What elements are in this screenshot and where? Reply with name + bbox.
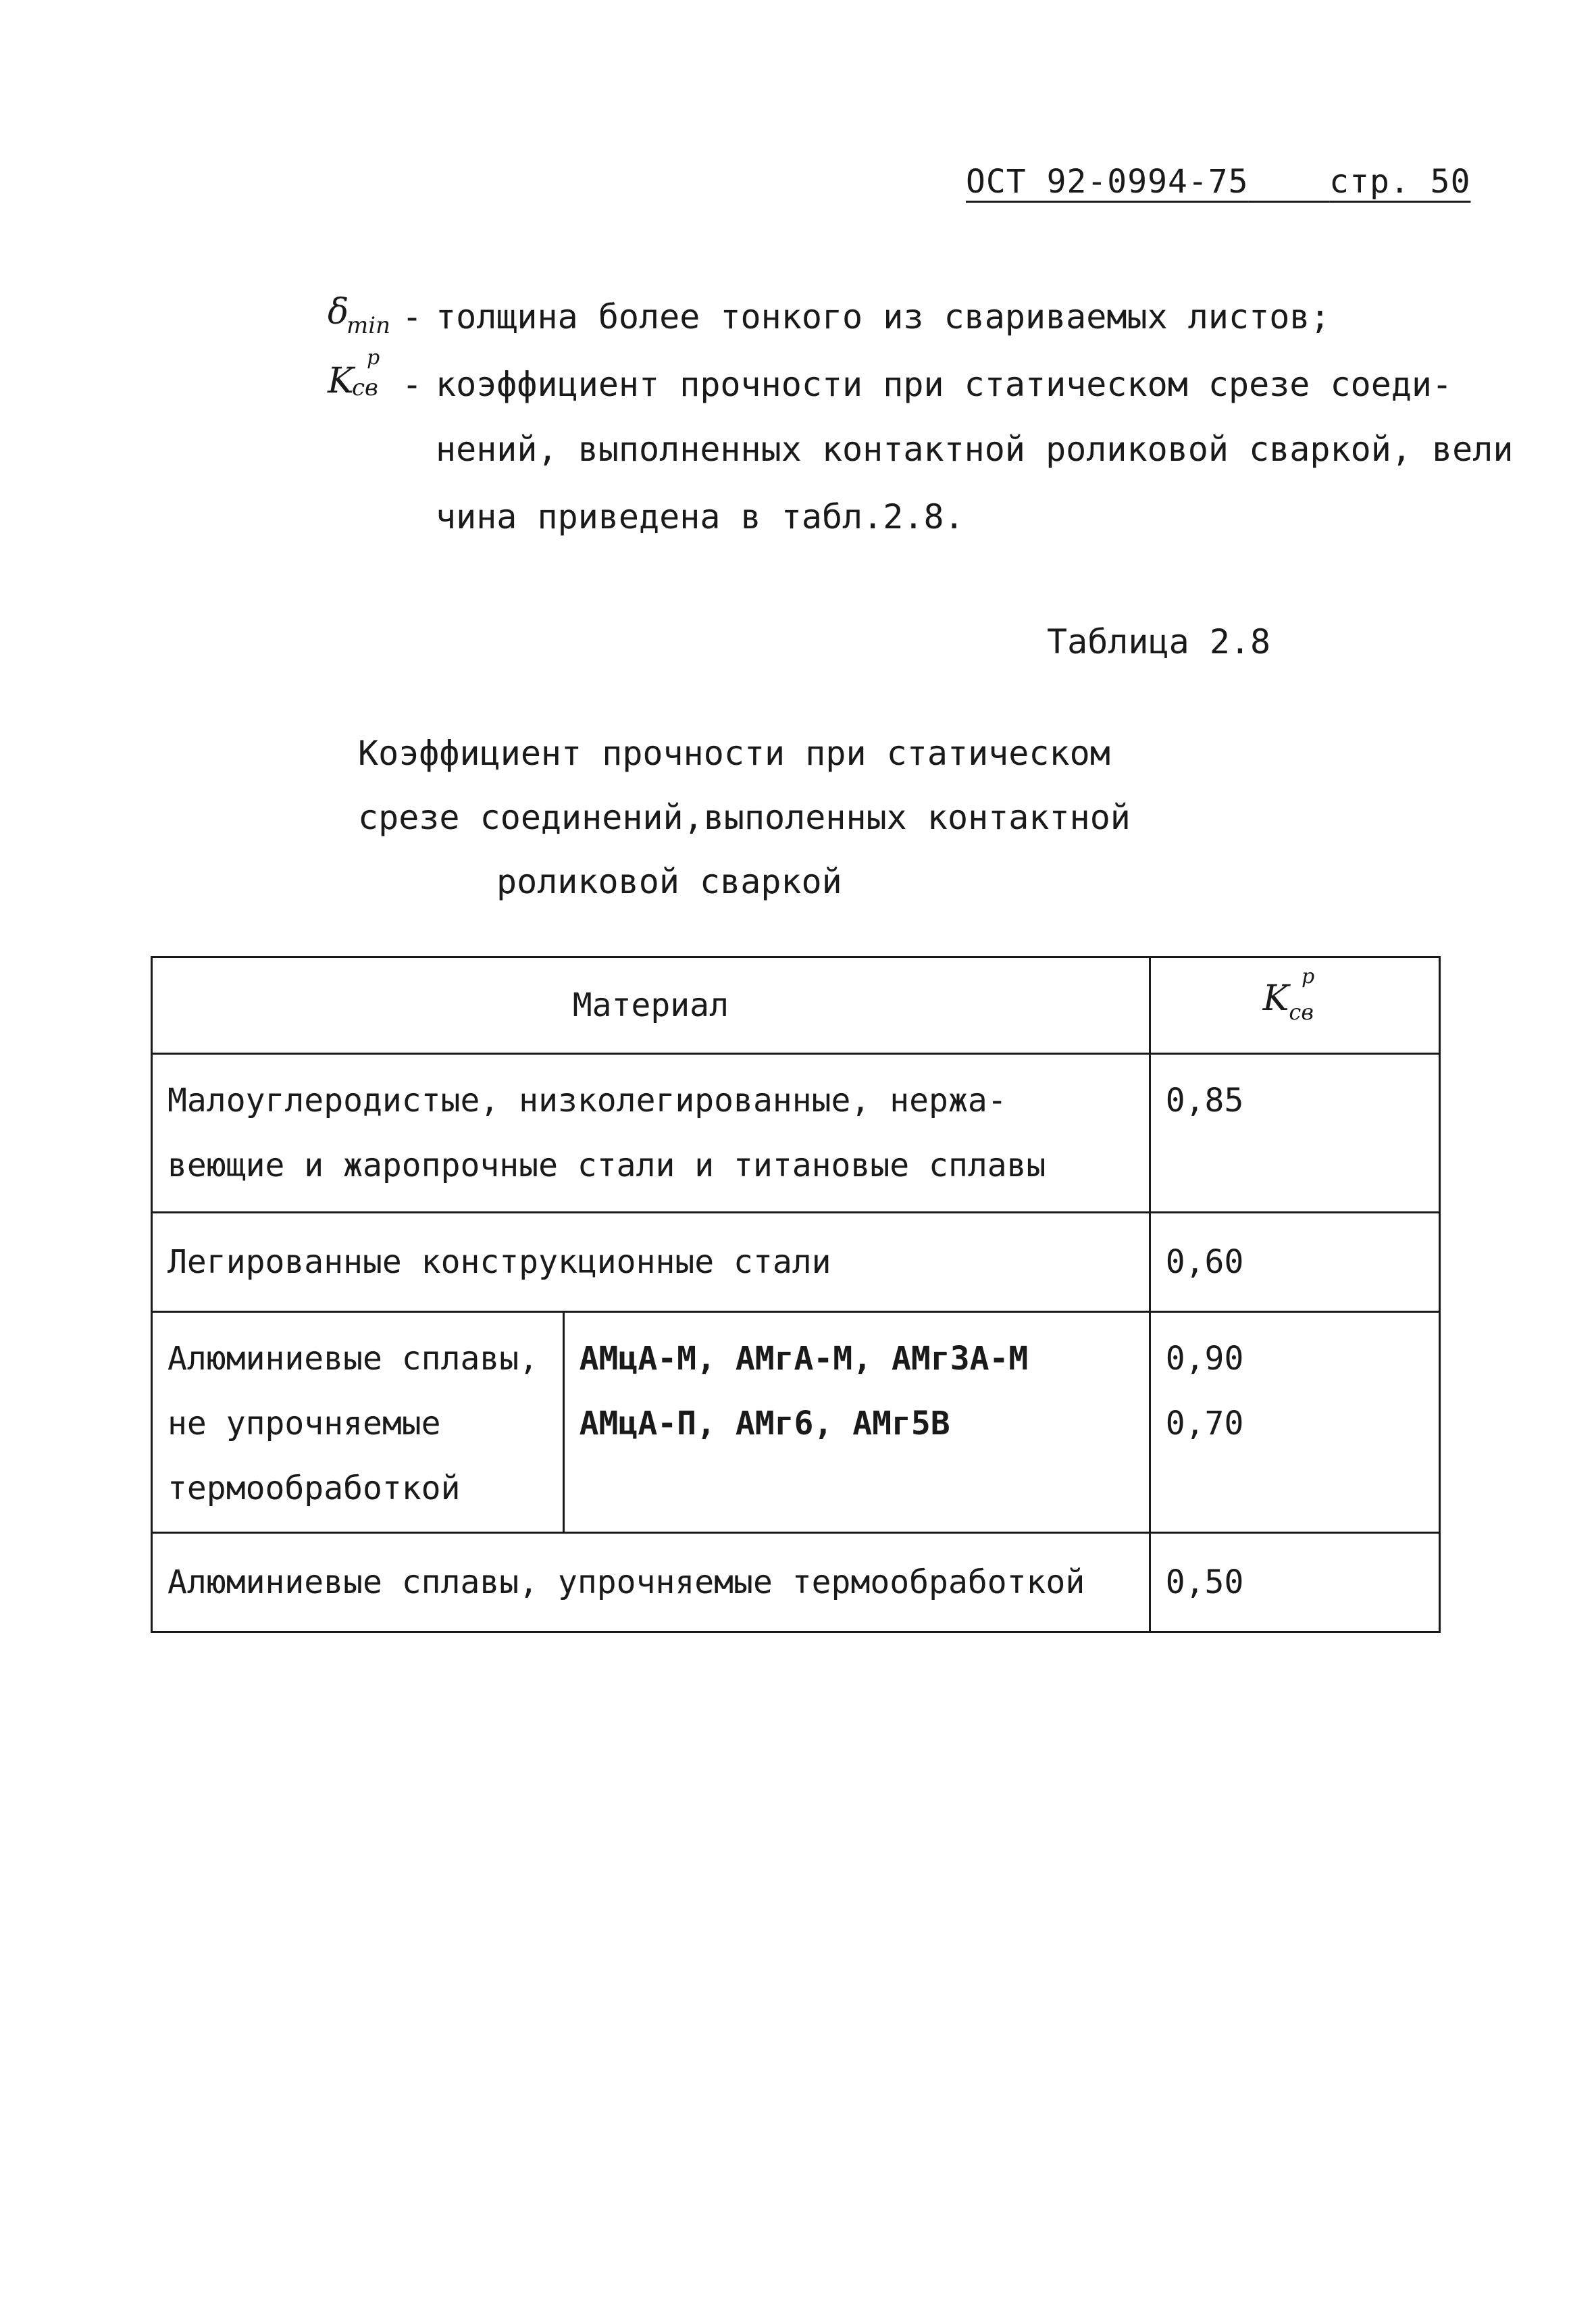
table-row xyxy=(152,1312,1440,1533)
header-k-coefficient xyxy=(1150,957,1439,1054)
group-line: термообработкой xyxy=(168,1469,461,1507)
header-material: Материал xyxy=(152,957,1150,1054)
row-material xyxy=(152,1533,1150,1632)
k-definition-text: коэффициент прочности при статическом срезе соеди- xyxy=(436,365,1453,404)
k-superscript: р xyxy=(367,346,380,370)
grades-line: АМцА-М, АМгА-М, АМг3А-М xyxy=(579,1340,1029,1378)
group-line: Алюминиевые сплавы, xyxy=(168,1340,539,1378)
table-row xyxy=(152,1054,1440,1213)
table-row xyxy=(152,1213,1440,1312)
row-material-grades xyxy=(563,1312,1150,1533)
table-title-line-2: срезе соединений,выполенных контактной xyxy=(358,798,1131,837)
definition-continuation-1: нений, выполненных контактной роликовой сваркой, вели xyxy=(436,430,1514,469)
row-material xyxy=(152,1213,1150,1312)
definition-delta-min xyxy=(328,292,1543,346)
strength-coefficient-table xyxy=(151,956,1441,1633)
row-material-group xyxy=(152,1312,564,1533)
header-k-symbol: K xyxy=(1262,978,1289,1019)
page-number: стр. 50 xyxy=(1329,163,1471,201)
delta-subscript: min xyxy=(346,312,391,339)
delta-symbol: δ xyxy=(328,292,349,332)
table-label: Таблица 2.8 xyxy=(1047,622,1271,661)
row-value: 0,50 xyxy=(1150,1533,1439,1632)
delta-definition-text: толщина более тонкого из свариваемых листов; xyxy=(436,297,1331,336)
document-number: ОСТ 92-0994-75 xyxy=(966,163,1249,201)
table-title-line-3: роликовой сваркой xyxy=(496,862,842,901)
definition-continuation-2: чина приведена в табл.2.8. xyxy=(436,497,964,536)
grades-line: АМцА-П, АМг6, АМг5В xyxy=(579,1405,950,1442)
material-line: Малоуглеродистые, низколегированные, нержа- xyxy=(168,1082,1007,1120)
material-line: Легированные конструкционные стали xyxy=(168,1243,831,1281)
k-dash: - xyxy=(402,365,423,404)
table-row xyxy=(152,1533,1440,1632)
row-value: 0,85 xyxy=(1150,1054,1439,1213)
material-line: веющие и жаропрочные стали и титановые сплавы xyxy=(168,1147,1046,1184)
table-title-line-1: Коэффициент прочности при статическом xyxy=(358,734,1110,773)
row-value: 0,60 xyxy=(1150,1213,1439,1312)
row-material xyxy=(152,1054,1150,1213)
row-value: 0,90 xyxy=(1165,1340,1244,1378)
material-line: Алюминиевые сплавы, упрочняемые термообработкой xyxy=(168,1563,1085,1601)
group-line: не упрочняемые xyxy=(168,1405,441,1442)
table-header-row xyxy=(152,957,1440,1054)
k-symbol: K xyxy=(328,361,354,401)
header-k-subscript: св xyxy=(1289,999,1314,1025)
k-subscript: св xyxy=(352,374,378,401)
document-header xyxy=(966,163,1471,201)
header-k-superscript: р xyxy=(1301,965,1315,988)
row-values xyxy=(1150,1312,1439,1533)
delta-dash: - xyxy=(402,297,423,336)
definition-k-sv xyxy=(328,346,1543,405)
row-value: 0,70 xyxy=(1165,1405,1244,1442)
